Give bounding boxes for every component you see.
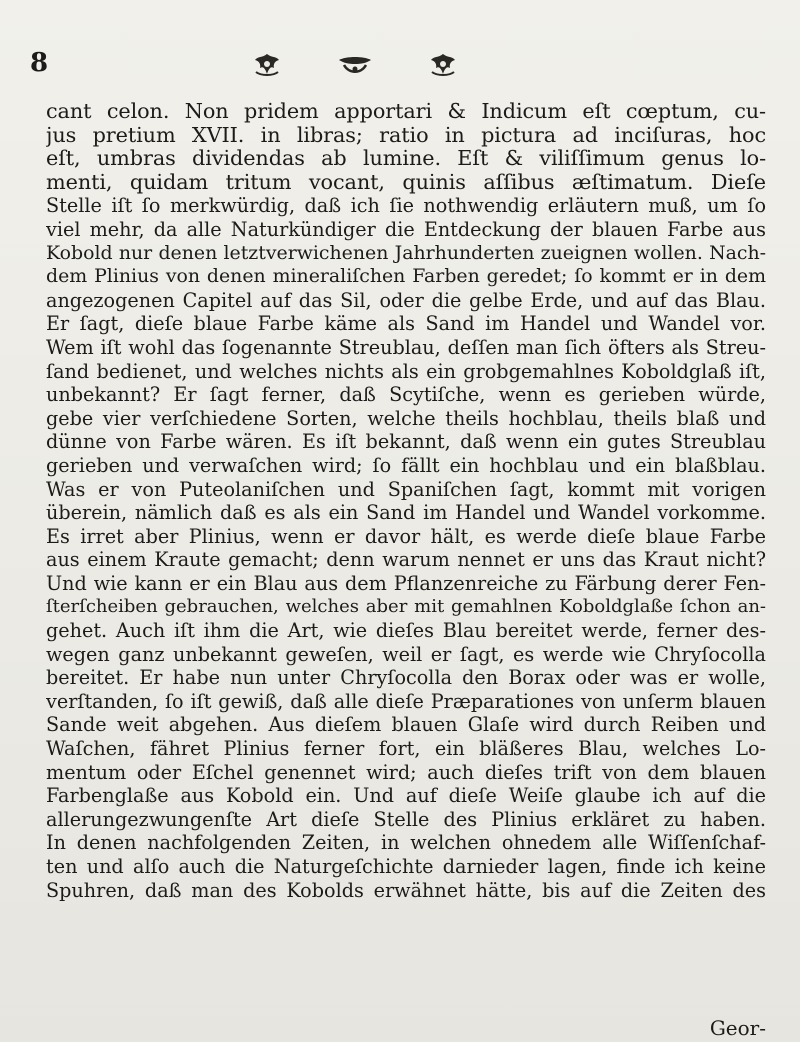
fleuron-icon (426, 52, 460, 78)
text-line: angezogenen Capitel auf das Sil, oder die gelbe Erde, und auf das Blau. (46, 288, 766, 312)
text-line: ſterſcheiben gebrauchen, welches aber mit gemahlnen Koboldglaße ſchon an- (46, 596, 766, 618)
text-line: Es irret aber Plinius, wenn er davor hält, es werde dieſe blaue Farbe (46, 524, 766, 548)
text-line: menti, quidam tritum vocant, quinis aſſibus æſtimatum. Dieſe (46, 170, 766, 194)
page-header (30, 48, 770, 88)
fleuron-icon (250, 52, 284, 78)
text-line: viel mehr, da alle Naturkündiger die Entdeckung der blauen Farbe aus (46, 217, 766, 241)
text-line: Was er von Puteolaniſchen und Spaniſchen ſagt, kommt mit vorigen (46, 477, 766, 501)
text-line: dem Plinius von denen mineraliſchen Farben geredet; ſo kommt er in dem (46, 265, 766, 288)
text-line: mentum oder Eſchel genennet wird; auch dieſes trift von dem blauen (46, 760, 766, 784)
text-line: jus pretium XVII. in libras; ratio in pictura ad inciſuras, hoc (46, 123, 766, 147)
text-line: Kobold nur denen letztverwichenen Jahrhunderten zueignen wollen. Nach- (46, 241, 766, 264)
text-line: Stelle iſt ſo merkwürdig, daß ich ſie nothwendig erläutern muß, um ſo (46, 194, 766, 218)
text-line: dünne von Farbe wären. Es iſt bekannt, daß wenn ein gutes Streublau (46, 430, 766, 454)
text-line: eſt, umbras dividendas ab lumine. Eſt & viliſſimum genus lo- (46, 147, 766, 171)
text-line: In denen nachfolgenden Zeiten, in welchen ohnedem alle Wiſſenſchaf- (46, 831, 766, 855)
text-line: cant celon. Non pridem apportari & Indicum eſt cœptum, cu- (46, 100, 766, 123)
text-line: wegen ganz unbekannt geweſen, weil er ſagt, es werde wie Chryſocolla (46, 642, 766, 666)
text-line: gerieben und verwaſchen wird; ſo fällt ein hochblau und ein blaßblau. (46, 453, 766, 477)
text-line: verſtanden, ſo iſt gewiß, daß alle dieſe Præparationes von unſerm blauen (46, 689, 766, 713)
text-line: Waſchen, fähret Plinius ferner fort, ein bläßeres Blau, welches Lo- (46, 737, 766, 761)
page-number: 8 (30, 48, 49, 78)
text-line: gebe vier verſchiedene Sorten, welche theils hochblau, theils blaß und (46, 406, 766, 430)
text-line: gehet. Auch iſt ihm die Art, wie dieſes Blau bereitet werde, ferner des- (46, 619, 766, 643)
text-line: Er ſagt, dieſe blaue Farbe käme als Sand im Handel und Wandel vor. (46, 312, 766, 336)
text-line: Sande weit abgehen. Aus dieſem blauen Glaſe wird durch Reiben und (46, 713, 766, 737)
text-line: überein, nämlich daß es als ein Sand im Handel und Wandel vorkomme. (46, 501, 766, 525)
text-line: unbekannt? Er ſagt ferner, daß Scytiſche, wenn es gerieben würde, (46, 383, 766, 407)
catchword: Geor- (709, 1016, 766, 1040)
text-line: ſand bedienet, und welches nichts als ein grobgemahlnes Koboldglaß iſt, (46, 359, 766, 383)
fleuron-icon (336, 54, 374, 76)
text-line: Spuhren, daß man des Kobolds erwähnet hätte, bis auf die Zeiten des (46, 878, 766, 902)
text-line: bereitet. Er habe nun unter Chryſocolla den Borax oder was er wolle, (46, 666, 766, 690)
text-line: Farbenglaße aus Kobold ein. Und auf dieſe Weiſe glaube ich auf die (46, 784, 766, 808)
body-text (46, 100, 766, 902)
text-line: Wem iſt wohl das ſogenannte Streublau, deſſen man ſich öfters als Streu- (46, 335, 766, 359)
text-line: allerungezwungenſte Art dieſe Stelle des Plinius erkläret zu haben. (46, 807, 766, 831)
text-line: aus einem Kraute gemacht; denn warum nennet er uns das Kraut nicht? (46, 548, 766, 572)
header-ornaments (250, 52, 460, 78)
text-line: Und wie kann er ein Blau aus dem Pflanzenreiche zu Färbung derer Fen- (46, 571, 766, 595)
text-line: ten und alſo auch die Naturgeſchichte darnieder lagen, finde ich keine (46, 855, 766, 878)
